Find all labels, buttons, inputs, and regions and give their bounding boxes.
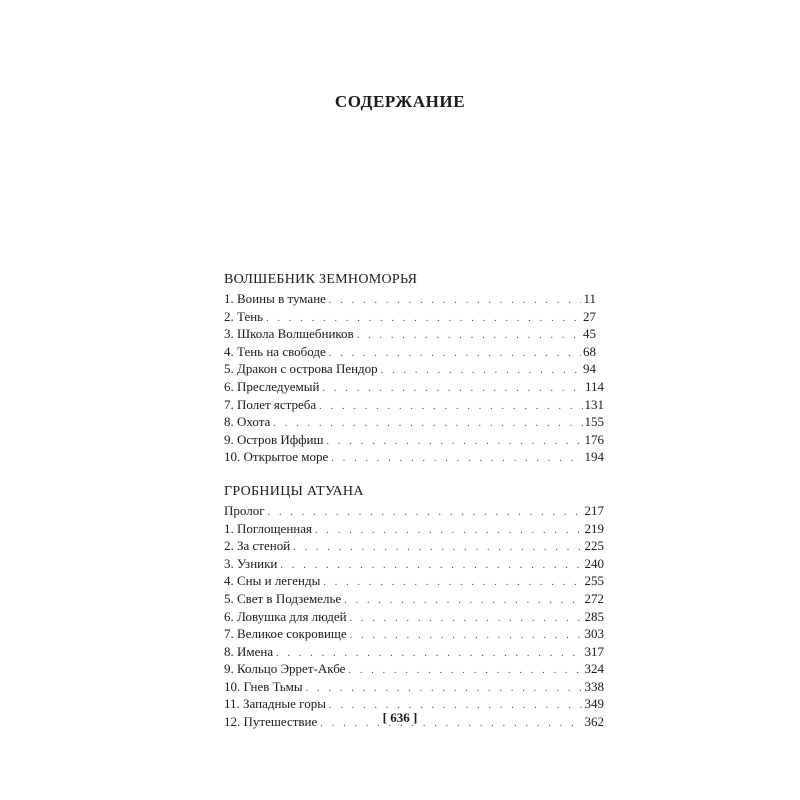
entry-page-number: 272: [584, 590, 604, 606]
entry-page-number: 285: [584, 608, 604, 624]
dot-leader: [323, 574, 582, 592]
section-spacer: [224, 466, 604, 482]
toc-entry: [224, 643, 604, 661]
entry-page-number: 240: [584, 555, 604, 571]
dot-leader: [322, 380, 583, 398]
entry-page-number: 94: [583, 361, 596, 377]
entry-title: 8. Имена: [224, 643, 274, 659]
entry-title: 11. Западные горы: [224, 696, 326, 712]
dot-leader: [329, 292, 582, 310]
dot-leader: [344, 592, 582, 610]
toc-entry: [224, 325, 604, 343]
entry-page-number: 324: [584, 661, 604, 677]
entry-title: 4. Тень на свободе: [224, 343, 326, 359]
page-title: СОДЕРЖАНИЕ: [334, 92, 466, 111]
section-heading: ГРОБНИЦЫ АТУАНА: [224, 483, 364, 499]
toc-entry: [224, 590, 604, 608]
entry-page-number: 217: [584, 502, 604, 518]
toc-entry: [224, 520, 604, 538]
entry-title: 4. Сны и легенды: [224, 573, 321, 589]
toc-entry: [224, 360, 604, 378]
toc-entry: [224, 343, 604, 361]
toc-entry: [224, 608, 604, 626]
entry-title: 1. Воины в тумане: [224, 291, 326, 306]
toc-entry: [224, 625, 604, 643]
toc-entry: [224, 572, 604, 590]
entry-page-number: 131: [584, 396, 604, 412]
entry-page-number: 68: [583, 343, 596, 359]
entry-title: 9. Кольцо Эррет-Акбе: [224, 661, 346, 677]
dot-leader: [331, 450, 582, 468]
entry-title: 7. Полет ястреба: [224, 396, 317, 412]
entry-page-number: 225: [584, 538, 604, 554]
entry-page-number: 303: [584, 626, 604, 642]
entry-title: 10. Открытое море: [224, 449, 329, 465]
entry-title: 10. Гнев Тьмы: [224, 678, 303, 694]
entry-title: 6. Ловушка для людей: [224, 608, 347, 624]
dot-leader: [350, 627, 583, 645]
entry-title: 12. Путешествие: [224, 714, 318, 730]
toc-entry: [224, 448, 604, 466]
toc-entry: [224, 413, 604, 431]
toc-entry: [224, 555, 604, 573]
entry-page-number: 45: [583, 326, 596, 342]
toc-entry: [224, 290, 604, 308]
toc-entry: [224, 537, 604, 555]
entry-title: 2. За стеной: [224, 538, 291, 554]
entry-page-number: 317: [584, 643, 604, 659]
dot-leader: [348, 662, 582, 680]
dot-leader: [357, 327, 581, 345]
section-heading: ВОЛШЕБНИК ЗЕМНОМОРЬЯ: [224, 272, 418, 287]
entry-page-number: 176: [584, 431, 604, 447]
entry-page-number: 349: [584, 696, 604, 712]
entry-page-number: 11: [583, 291, 596, 306]
entry-page-number: 27: [583, 308, 596, 324]
toc-entry: [224, 678, 604, 696]
entry-title: 3. Школа Волшебников: [224, 326, 354, 342]
entry-page-number: 338: [584, 678, 604, 694]
entry-title: 7. Великое сокровище: [224, 626, 347, 642]
toc-entry: [224, 660, 604, 678]
toc-entry: [224, 502, 604, 520]
entry-title: 5. Дракон с острова Пендор: [224, 361, 378, 377]
entry-title: 5. Свет в Подземелье: [224, 590, 342, 606]
dot-leader: [327, 433, 583, 451]
toc-entry: [224, 308, 604, 326]
toc-entries: [224, 290, 604, 466]
entry-title: 9. Остров Иффиш: [224, 431, 324, 447]
entry-page-number: 194: [584, 449, 604, 465]
entry-page-number: 219: [584, 520, 604, 536]
toc-entries: [224, 502, 604, 731]
entry-page-number: 362: [584, 714, 604, 730]
dot-leader: [381, 362, 581, 380]
dot-leader: [280, 557, 582, 575]
entry-title: 3. Узники: [224, 555, 278, 571]
toc-entry: [224, 396, 604, 414]
dot-leader: [293, 539, 582, 557]
dot-leader: [315, 522, 583, 540]
toc-section: [224, 482, 604, 731]
dot-leader: [319, 398, 582, 416]
dot-leader: [350, 610, 583, 628]
entry-page-number: 114: [584, 378, 604, 394]
entry-title: 8. Охота: [224, 414, 271, 430]
entry-title: 1. Поглощенная: [224, 520, 312, 536]
entry-page-number: 255: [584, 573, 604, 589]
entry-title: 6. Преследуемый: [224, 378, 320, 394]
entry-page-number: 155: [584, 414, 604, 430]
page-number: [ 636 ]: [382, 710, 418, 725]
dot-leader: [306, 680, 583, 698]
entry-title: Пролог: [224, 502, 265, 518]
entry-title: 2. Тень: [224, 308, 264, 324]
table-of-contents: [224, 270, 604, 731]
toc-entry: [224, 378, 604, 396]
toc-section: [224, 270, 604, 466]
toc-entry: [224, 431, 604, 449]
